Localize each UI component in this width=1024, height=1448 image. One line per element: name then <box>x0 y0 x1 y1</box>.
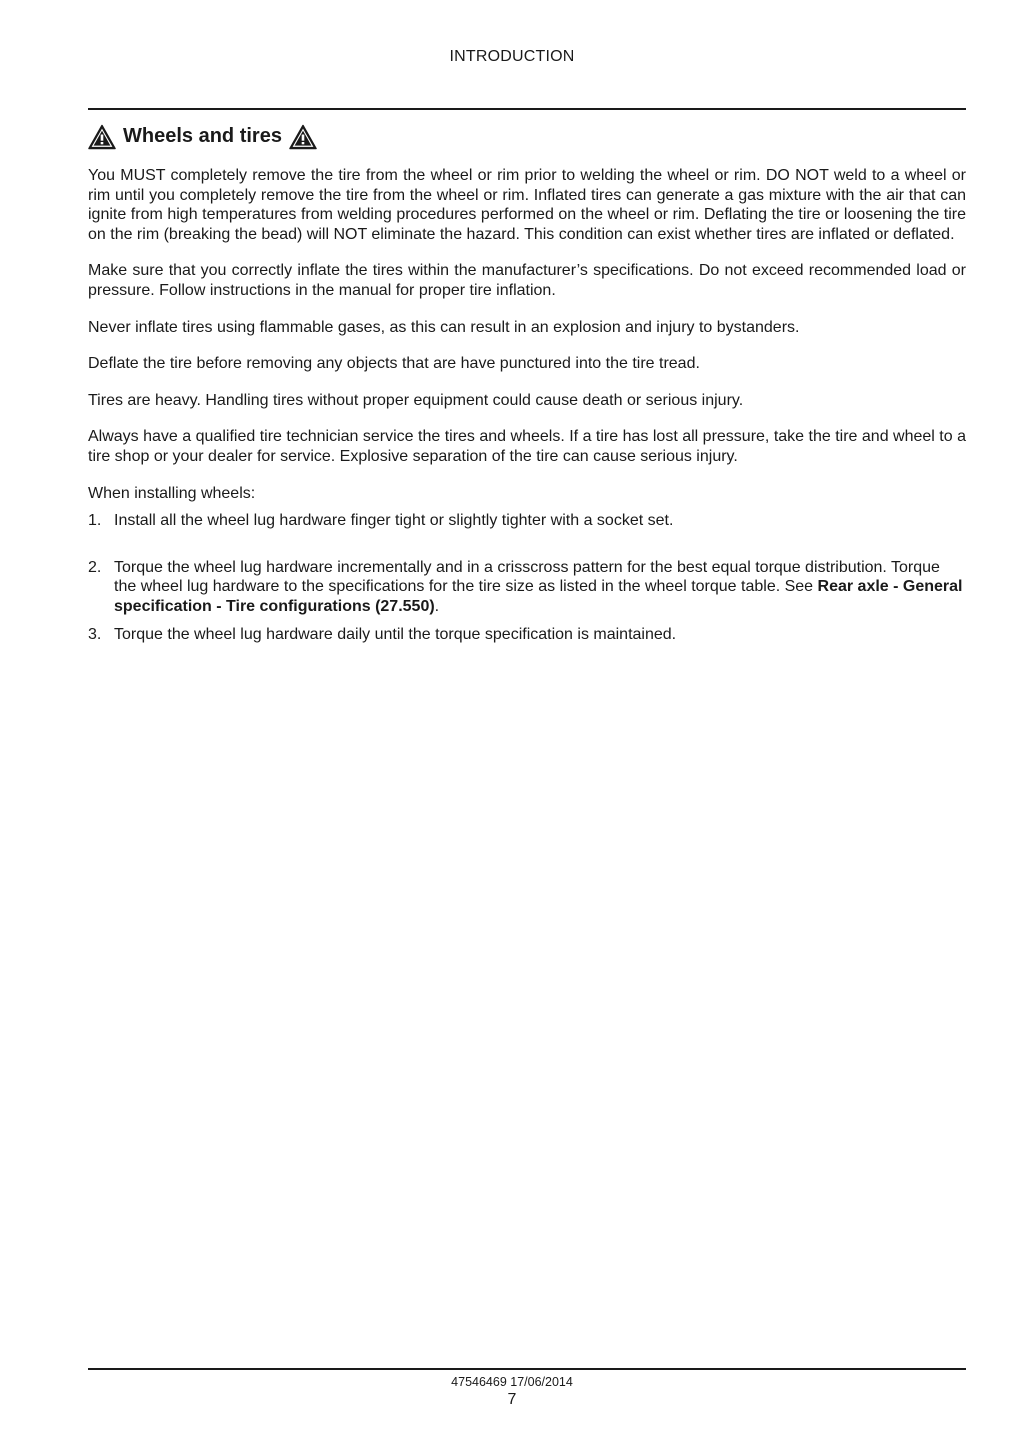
list-item <box>88 625 966 645</box>
running-header: INTRODUCTION <box>449 48 575 65</box>
footer-rule <box>88 1368 966 1370</box>
paragraph-qualified-technician: Always have a qualified tire technician service the tires and wheels. If a tire has lost all pressure, take the tire and wheel to a tire shop or your dealer for service. Explosive separation of the tire can cause serious injury. <box>88 428 966 465</box>
step-text: Torque the wheel lug hardware incrementally and in a crisscross pattern for the best equal torque distribution. Torque the wheel lug hardware to the specifications for the tire size as listed in the wheel torque table. See <box>114 558 940 596</box>
list-item <box>88 558 966 617</box>
list-intro: When installing wheels: <box>88 484 256 502</box>
step-text: Install all the wheel lug hardware finger tight or slightly tighter with a socket set. <box>114 512 674 530</box>
step-number: 3. <box>88 625 102 643</box>
paragraph-inflation: Make sure that you correctly inflate the tires within the manufacturer’s specifications. Do not exceed recommended load or pressure. Follow instructions in the manual for proper tire inflation. <box>88 262 966 299</box>
step-text: Torque the wheel lug hardware daily until the torque specification is maintained. <box>114 625 677 643</box>
installation-steps <box>88 511 966 644</box>
paragraph-punctures: Deflate the tire before removing any objects that are have punctured into the tire tread. <box>88 355 700 373</box>
section-title: Wheels and tires <box>123 125 282 148</box>
step-number: 2. <box>88 558 102 576</box>
list-item <box>88 511 966 531</box>
page-content <box>88 122 966 652</box>
paragraph-welding: You MUST completely remove the tire from the wheel or rim prior to welding the wheel or rim. DO NOT weld to a wheel or rim until you completely remove the tire from the wheel or rim. Inflated tires can generate a gas mixture with the air that can ignite from high temperatures from welding procedures performed on the wheel or rim. Deflating the tire or loosening the tire on the rim (breaking the bead) will NOT eliminate the hazard. This condition can exist whether tires are inflated or deflated. <box>88 167 966 243</box>
cross-reference-link[interactable]: Rear axle - General specification - Tire configurations (27.550) <box>114 578 963 615</box>
page-number: 7 <box>507 1391 517 1408</box>
step-number: 1. <box>88 512 102 530</box>
step-text-container <box>114 558 966 617</box>
paragraph-flammable-gases: Never inflate tires using flammable gases, as this can result in an explosion and injury to bystanders. <box>88 318 800 336</box>
paragraph-heavy-tires: Tires are heavy. Handling tires without proper equipment could cause death or serious injury. <box>88 391 744 409</box>
header-rule <box>88 108 966 110</box>
warning-triangle-icon <box>289 124 317 150</box>
section-heading <box>88 122 966 152</box>
footer-document-id: 47546469 17/06/2014 <box>451 1375 573 1389</box>
warning-triangle-icon <box>88 124 116 150</box>
step-text-end: . <box>434 597 440 615</box>
